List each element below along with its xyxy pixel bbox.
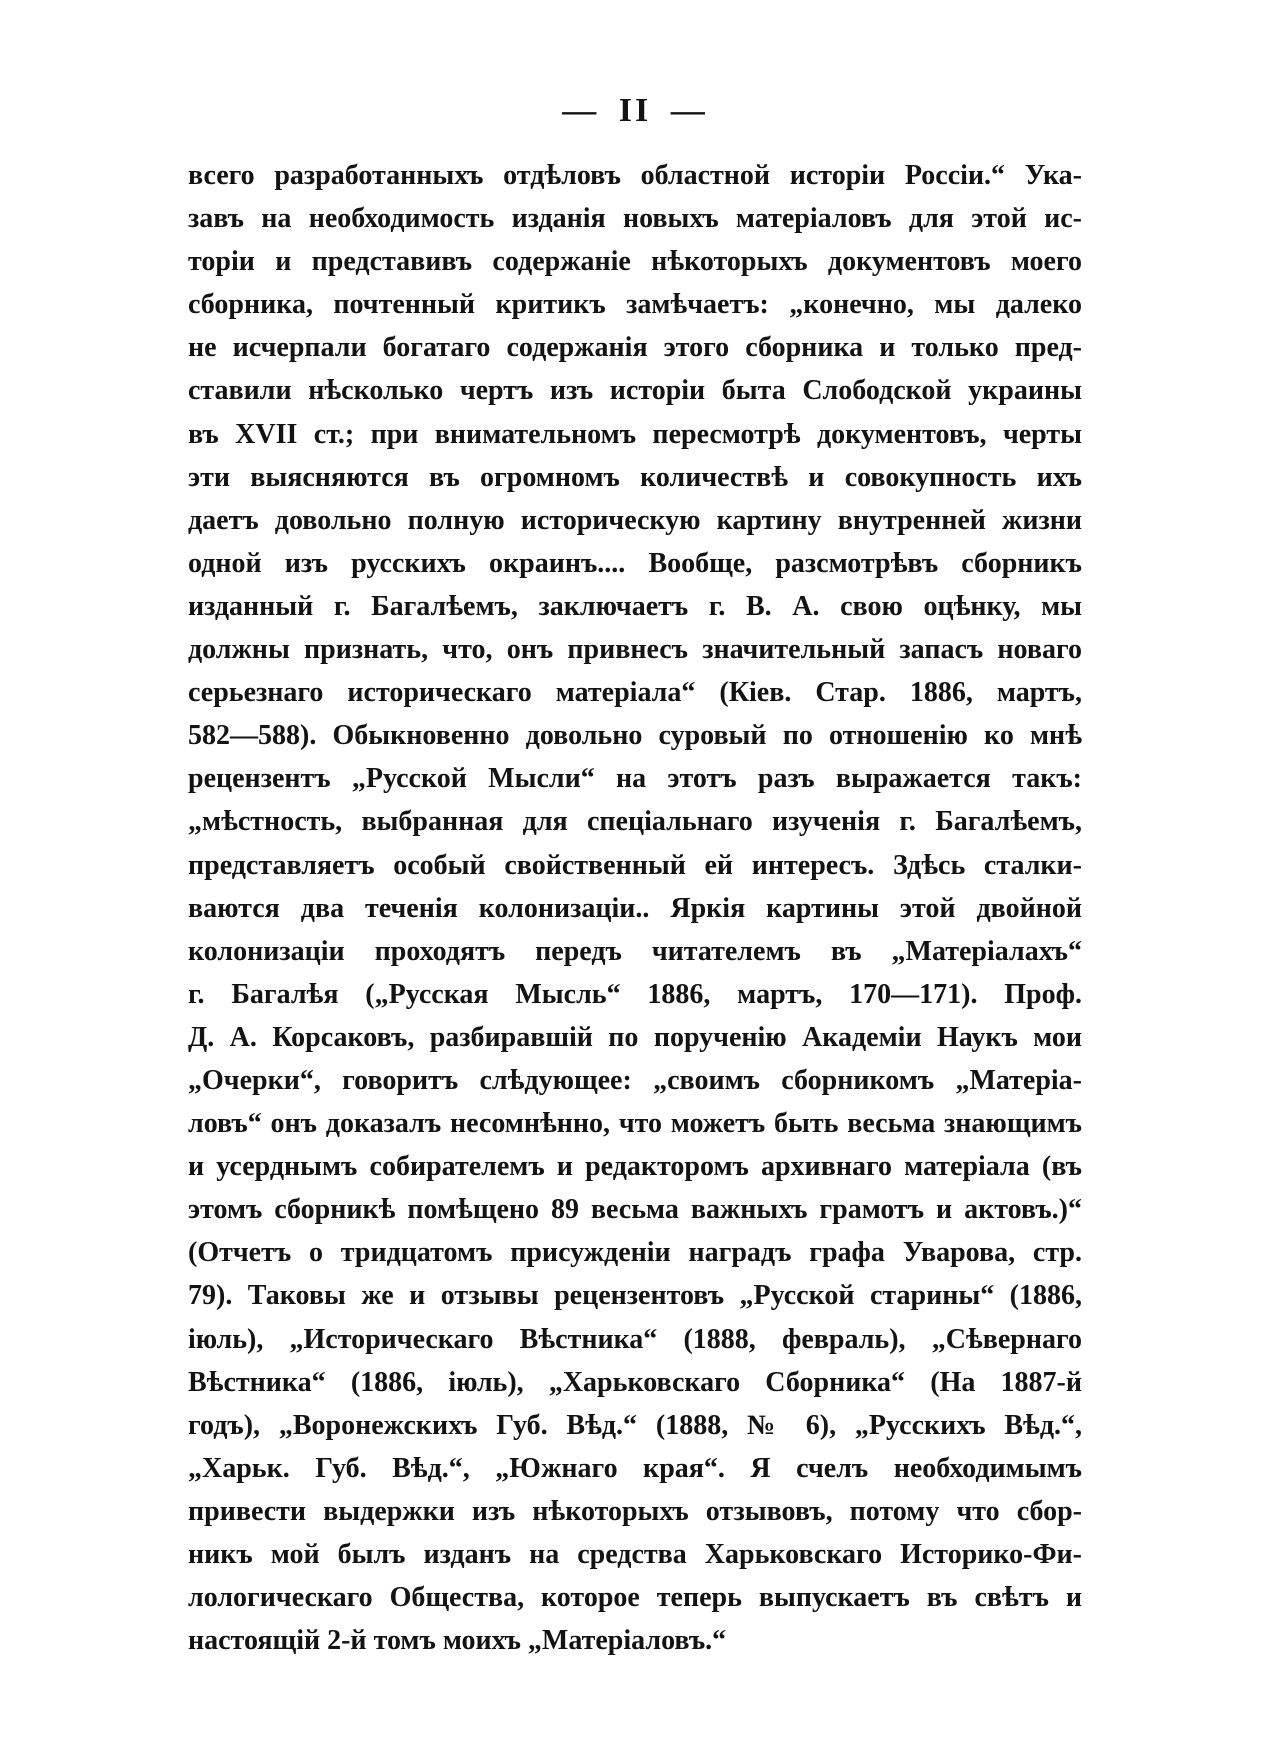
text-line-19: колонизаціи проходятъ передъ читателемъ въ „Матеріалахъ“ [188, 935, 1082, 967]
text-line-18: ваются два теченія колонизаціи.. Яркія картины этой двойной [188, 892, 1082, 924]
text-line-8: эти выясняются въ огромномъ количествѣ и совокупность ихъ [188, 461, 1082, 493]
text-line-2: завъ на необходимость изданія новыхъ матеріаловъ для этой ис- [188, 203, 1082, 235]
text-line-4: сборника, почтенный критикъ замѣчаетъ: „конечно, мы далеко [188, 289, 1082, 321]
text-line-26: (Отчетъ о тридцатомъ присужденіи наградъ графа Уварова, стр. [188, 1237, 1082, 1269]
text-line-17: представляетъ особый свойственный ей интересъ. Здѣсь сталки- [188, 849, 1082, 881]
text-line-15: рецензентъ „Русской Мысли“ на этотъ разъ выражается такъ: [188, 763, 1082, 795]
text-line-27: 79). Таковы же и отзывы рецензентовъ „Русской старины“ (1886, [188, 1280, 1082, 1312]
text-line-24: и усерднымъ собирателемъ и редакторомъ архивнаго матеріала (въ [188, 1151, 1082, 1183]
text-line-21: Д. А. Корсаковъ, разбиравшій по порученію Академіи Наукъ мои [188, 1021, 1082, 1053]
text-line-10: одной изъ русскихъ окраинъ.... Вообще, разсмотрѣвъ сборникъ [188, 547, 1082, 579]
text-line-34: лологическаго Общества, которое теперь выпускаетъ въ свѣтъ и [188, 1582, 1082, 1614]
text-line-33: никъ мой былъ изданъ на средства Харьковскаго Историко-Фи- [188, 1539, 1082, 1570]
text-line-30: годъ), „Воронежскихъ Губ. Вѣд.“ (1888, № 6), „Русскихъ Вѣд.“, [188, 1409, 1082, 1441]
text-line-1: всего разработанныхъ отдѣловъ областной исторіи Россіи.“ Ука- [188, 160, 1082, 191]
text-line-22: „Очерки“, говоритъ слѣдующее: „своимъ сборникомъ „Матеріа- [188, 1064, 1082, 1096]
page-number-header: — II — [562, 92, 708, 129]
text-line-3: торіи и представивъ содержаніе нѣкоторыхъ документовъ моего [188, 246, 1082, 278]
text-line-12: должны признать, что, онъ привнесъ значительный запасъ новаго [188, 634, 1082, 666]
text-line-35: настоящій 2-й томъ моихъ „Матеріаловъ.“ [188, 1625, 727, 1657]
text-line-20: г. Багалѣя („Русская Мысль“ 1886, мартъ, 170—171). Проф. [188, 978, 1082, 1010]
text-line-31: „Харьк. Губ. Вѣд.“, „Южнаго края“. Я счелъ необходимымъ [188, 1452, 1082, 1484]
text-line-5: не исчерпали богатаго содержанія этого сборника и только пред- [188, 332, 1082, 364]
text-line-29: Вѣстника“ (1886, іюль), „Харьковскаго Сборника“ (На 1887-й [188, 1366, 1082, 1398]
text-line-13: серьезнаго историческаго матеріала“ (Кіев. Стар. 1886, мартъ, [188, 677, 1082, 709]
text-line-25: этомъ сборникѣ помѣщено 89 весьма важныхъ грамотъ и актовъ.)“ [188, 1194, 1082, 1226]
text-line-16: „мѣстность, выбранная для спеціальнаго изученія г. Багалѣемъ, [188, 806, 1082, 838]
body-text-block [188, 154, 1082, 1662]
text-line-23: ловъ“ онъ доказалъ несомнѣнно, что можетъ быть весьма знающимъ [188, 1108, 1082, 1140]
text-line-6: ставили нѣсколько чертъ изъ исторіи быта Слободской украины [188, 375, 1082, 407]
text-line-7: въ XVII ст.; при внимательномъ пересмотрѣ документовъ, черты [188, 418, 1082, 450]
text-line-28: іюль), „Историческаго Вѣстника“ (1888, февраль), „Сѣвернаго [188, 1323, 1082, 1355]
text-line-14: 582—588). Обыкновенно довольно суровый по отношенію ко мнѣ [188, 720, 1082, 752]
text-line-11: изданный г. Багалѣемъ, заключаетъ г. В. А. свою оцѣнку, мы [188, 590, 1082, 622]
text-line-32: привести выдержки изъ нѣкоторыхъ отзывовъ, потому что сбор- [188, 1495, 1082, 1527]
text-line-9: даетъ довольно полную историческую картину внутренней жизни [188, 504, 1082, 536]
